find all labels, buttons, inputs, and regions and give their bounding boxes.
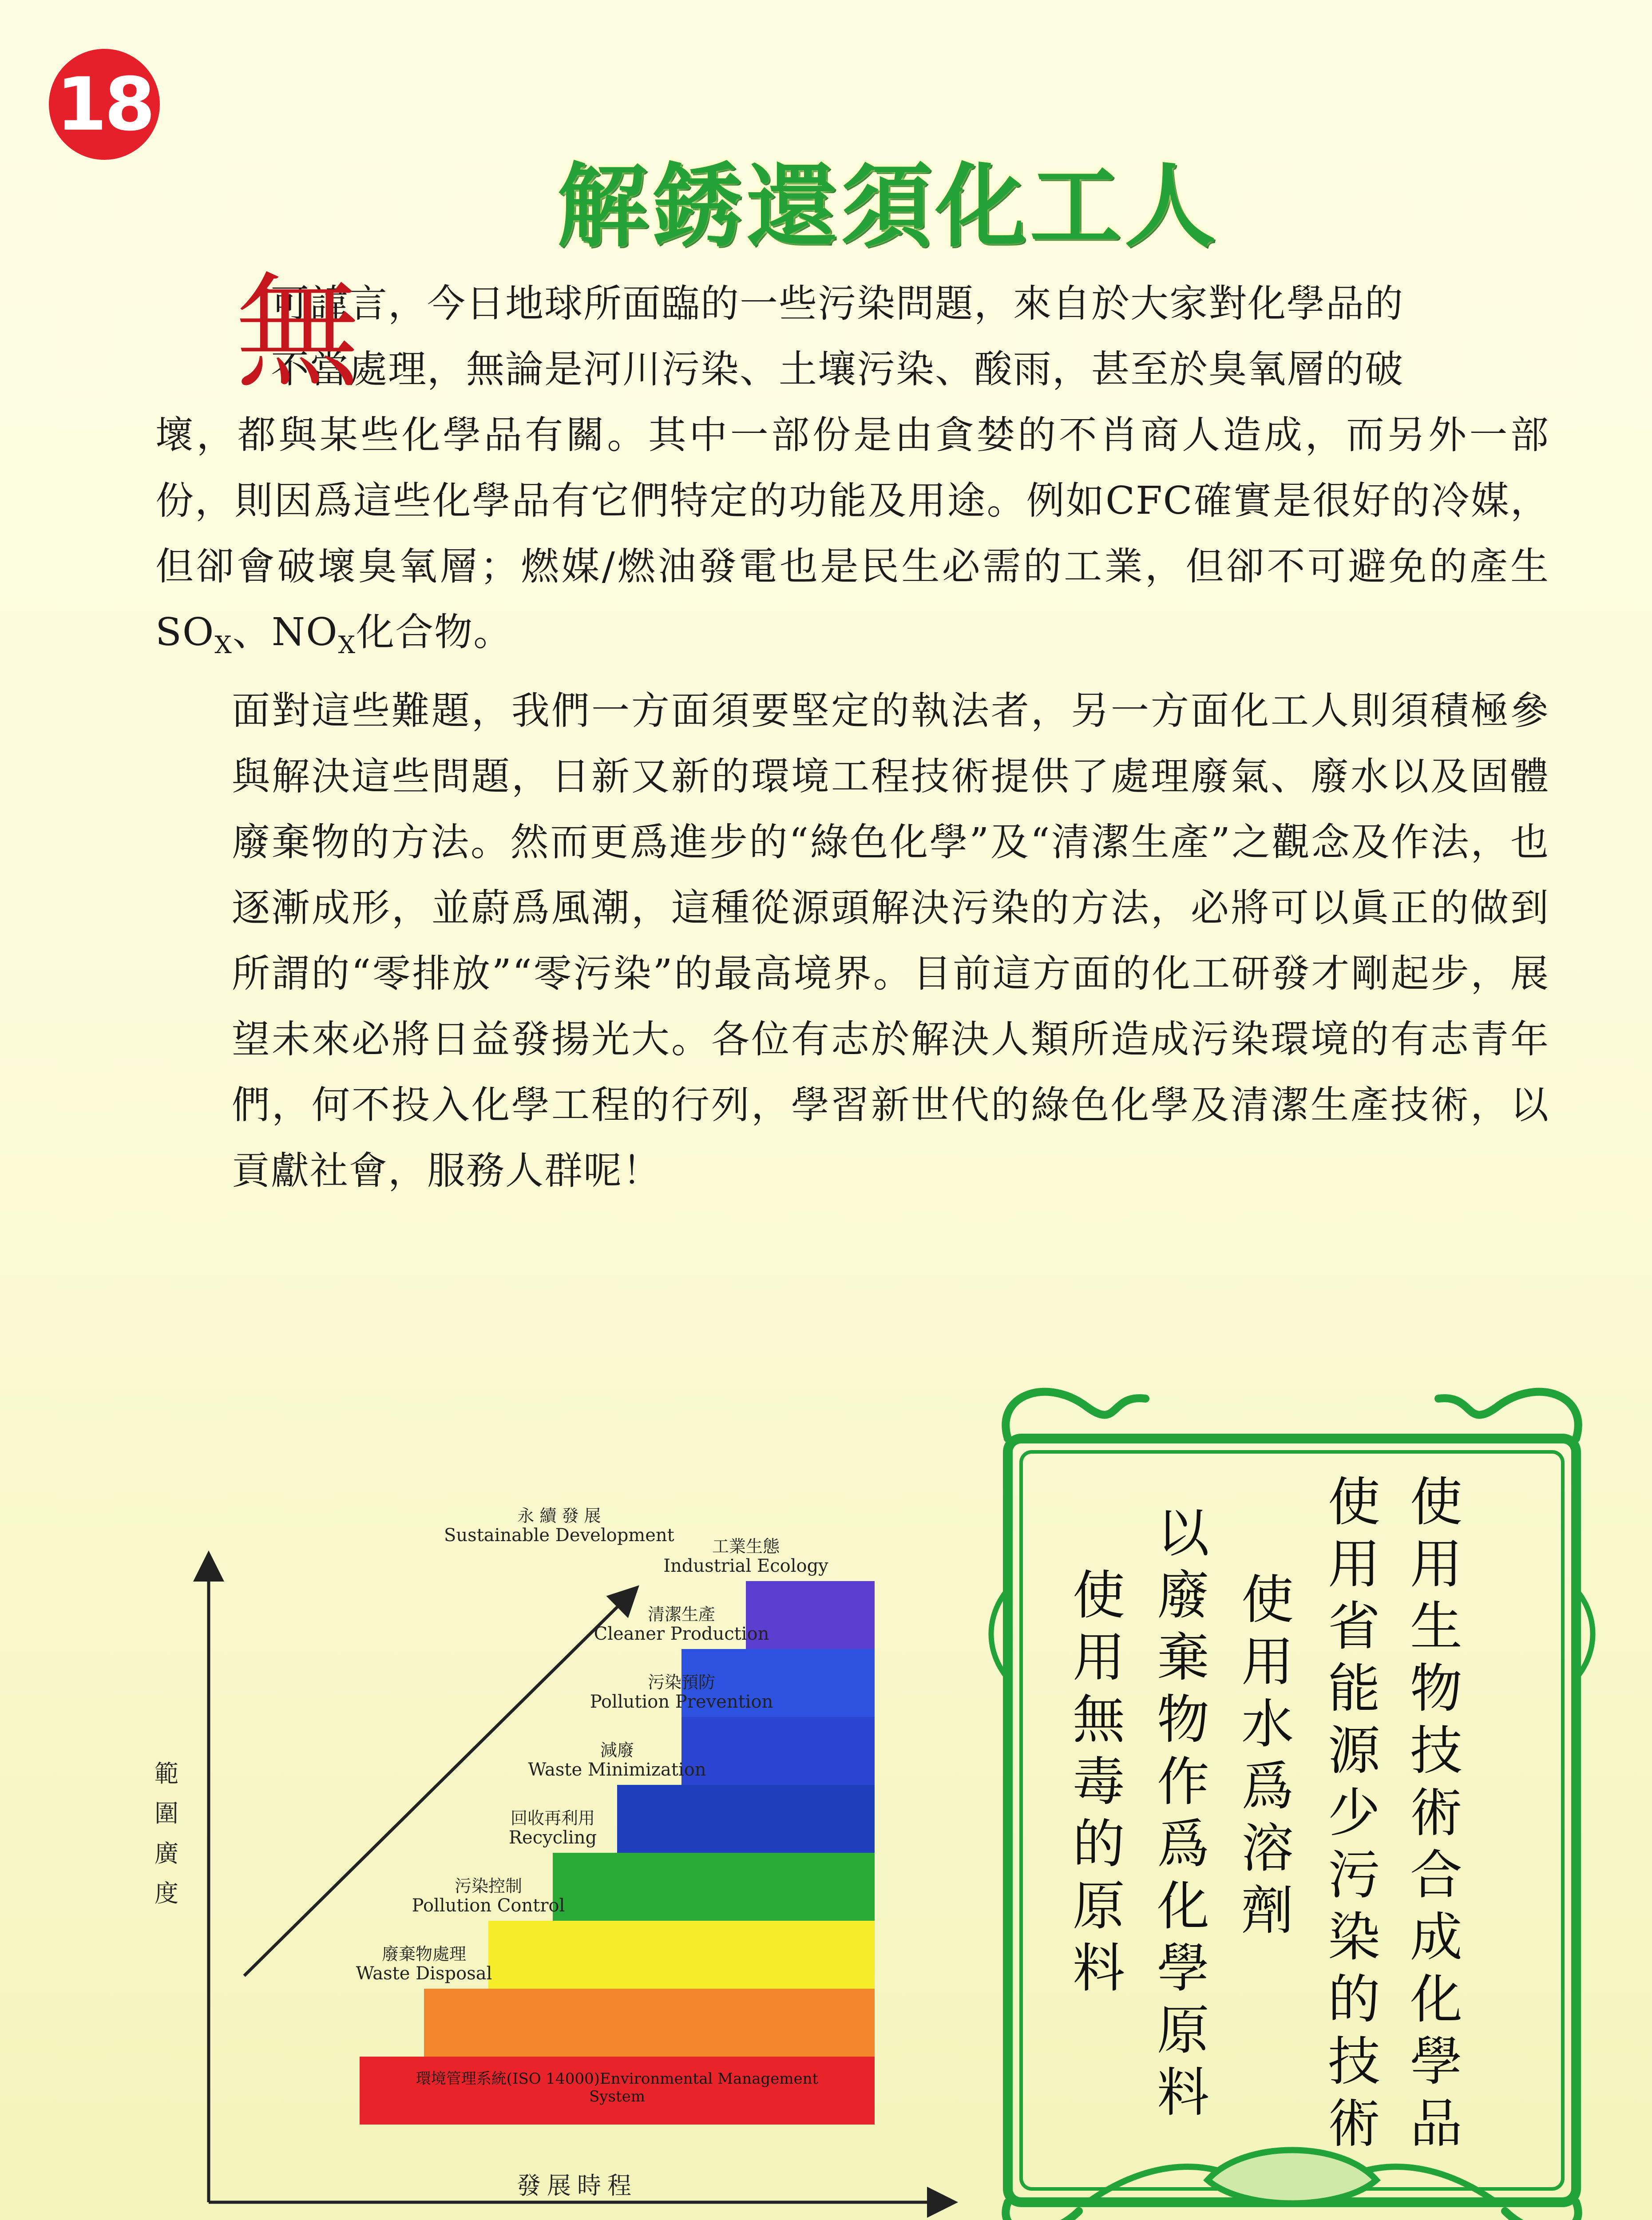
paragraph-1-line-2: 不當處理，無論是河川污染、土壤污染、酸雨，甚至於臭氧層的破 xyxy=(271,347,1404,392)
step-label-7: 工業生態 Industrial Ecology xyxy=(663,1537,828,1576)
y-axis-label: 範圍廣度 xyxy=(155,1760,178,1907)
page-title: 解銹還須化工人 xyxy=(557,154,1219,260)
green-chemistry-item-1: 使用生物技術合成化學品 xyxy=(1401,1474,1462,2158)
green-chemistry-item-4: 以廢棄物作爲化學原料 xyxy=(1148,1505,1209,2127)
page-number-badge: 18 xyxy=(49,49,160,160)
green-chemistry-item-2: 使用省能源少污染的技術 xyxy=(1319,1474,1380,2158)
x-axis-label: 發展時程 xyxy=(517,2172,638,2200)
bar-2 xyxy=(488,1921,875,1989)
chart-bars xyxy=(360,1581,875,2125)
sustainable-development-label: 永 續 發 展 Sustainable Development xyxy=(444,1506,674,1546)
cleaner-production-chart xyxy=(133,1483,999,2220)
paragraph-1-line-1: 可諱言，今日地球所面臨的一些污染問題，來自於大家對化學品的 xyxy=(271,281,1404,326)
green-chemistry-item-5: 使用無毒的原料 xyxy=(1064,1567,1125,2002)
green-chemistry-item-3: 使用水爲溶劑 xyxy=(1232,1572,1294,1945)
drop-cap: 無 xyxy=(235,261,361,405)
article-body xyxy=(155,261,1549,1204)
step-label-2: 污染控制 Pollution Control xyxy=(412,1876,565,1916)
step-label-4: 減廢 Waste Minimization xyxy=(528,1740,706,1780)
paragraph-2: 面對這些難題，我們一方面須要堅定的執法者，另一方面化工人則須積極參與解決這些問題，日新又新的環境工程技術提供了處理廢氣、廢水以及固體廢棄物的方法。然而更爲進步的“綠色化學”及“清潔生產”之觀念及作法，也逐漸成形，並蔚爲風潮，這種從源頭解決污染的方法，必將可以眞正的做到所謂的“零排放”“零污染”的最高境界。目前這方面的化工研發才剛起步，展望未來必將日益發揚光大。各位有志於解決人類所造成污染環境的有志青年們，何不投入化學工程的行列，學習新世代的綠色化學及清潔生產技術，以貢獻社會，服務人群呢！ xyxy=(232,689,1549,1193)
paragraph-1 xyxy=(155,261,1549,405)
bar-1 xyxy=(424,1989,875,2057)
paragraph-1-rest: 壞，都與某些化學品有關。其中一部份是由貪婪的不肖商人造成，而另外一部份，則因爲這些化學品有它們特定的功能及用途。例如CFC確實是很好的冷媒，但卻會破壞臭氧層；燃媒/燃油發電也是民生必需的工業，但卻不可避免的產生$SO_X$、$NO_X$化合物。 xyxy=(155,413,1549,659)
chart-svg xyxy=(133,1483,999,2220)
step-label-5: 污染預防 Pollution Prevention xyxy=(590,1673,773,1712)
bar-label-inside: 環境管理系統(ISO 14000)Environmental Management System xyxy=(416,2070,819,2105)
step-label-3: 回收再利用 Recycling xyxy=(508,1808,597,1848)
step-label-6: 清潔生產 Cleaner Production xyxy=(594,1605,769,1644)
step-label-1: 廢棄物處理 Waste Disposal xyxy=(356,1944,492,1984)
